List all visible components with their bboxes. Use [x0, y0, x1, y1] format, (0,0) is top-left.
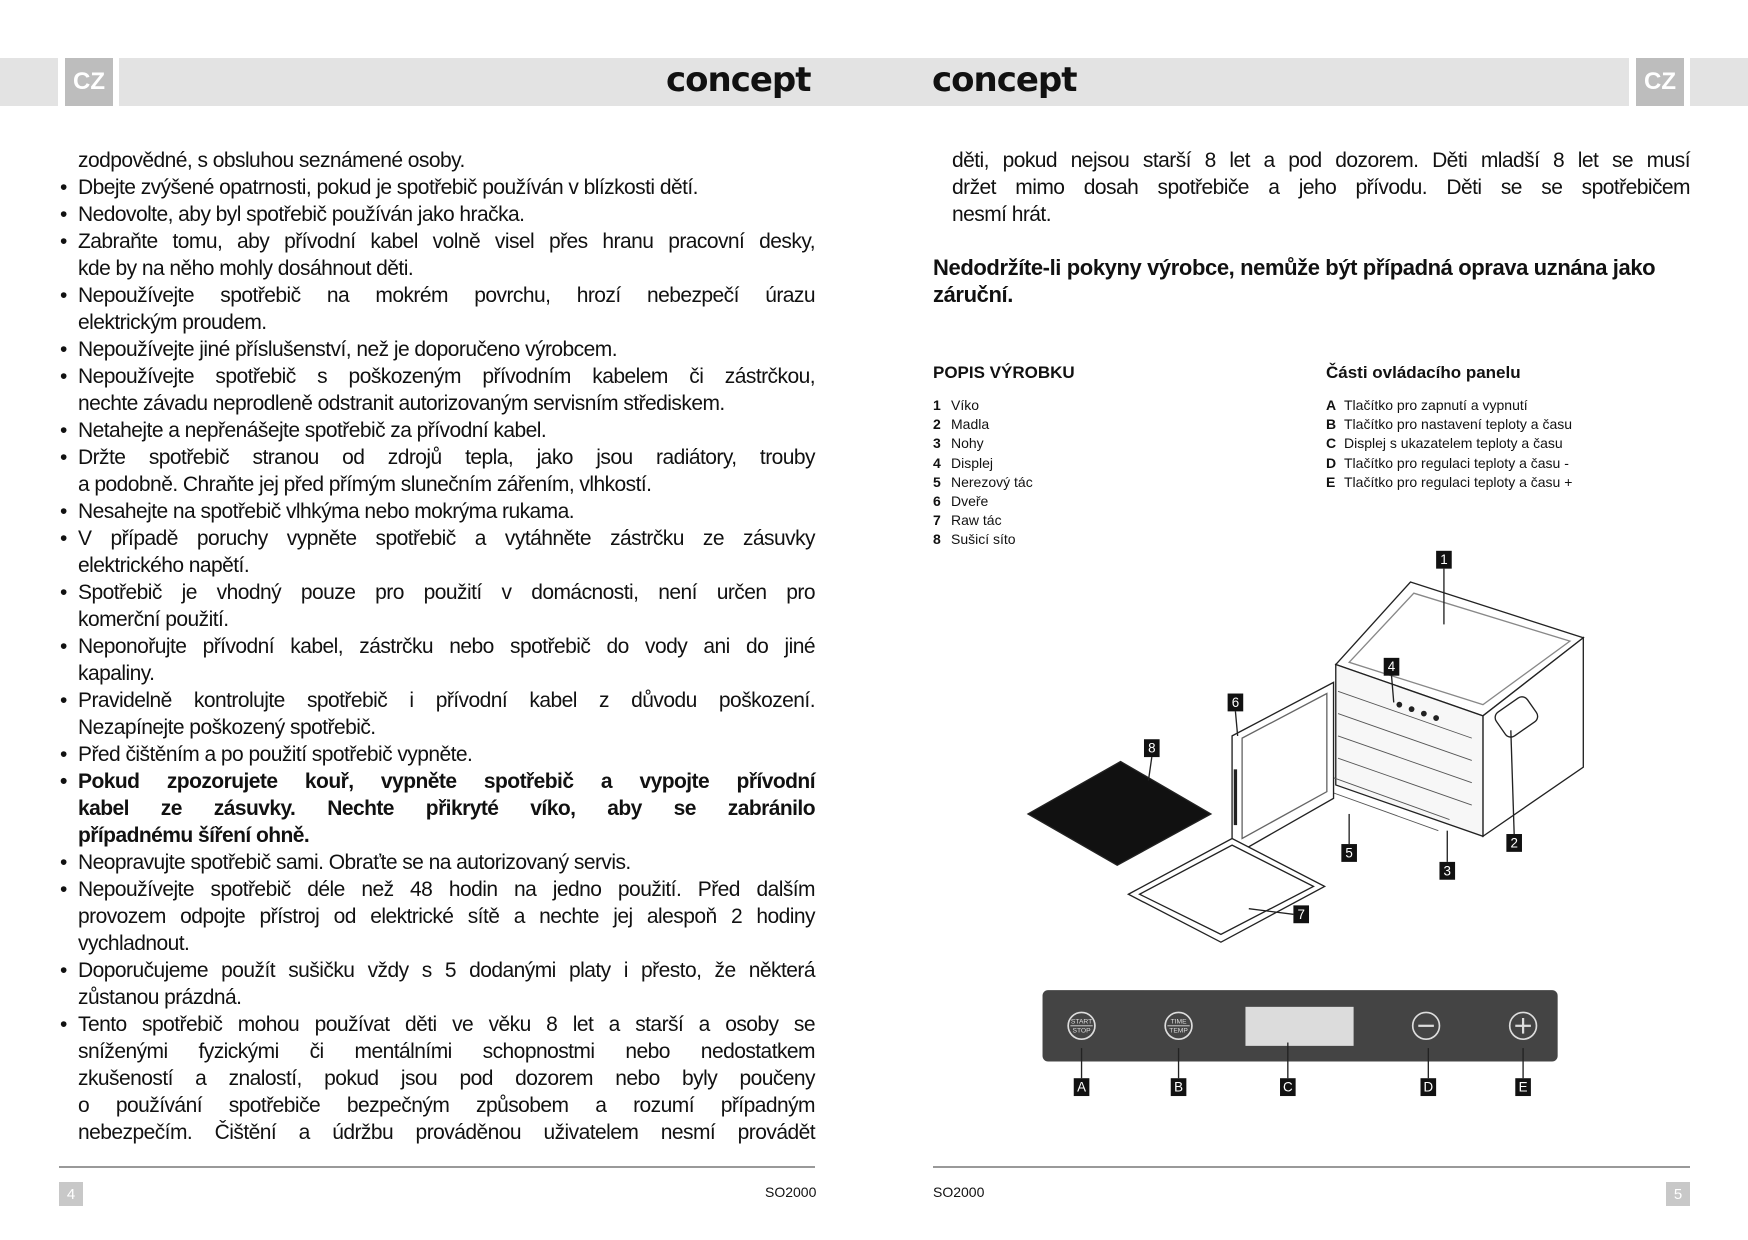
- bullet-icon: •: [60, 1013, 67, 1036]
- bullet-icon: •: [60, 635, 67, 658]
- instruction-line: zůstanou prázdná.: [78, 986, 242, 1009]
- bullet-icon: •: [60, 743, 67, 766]
- bullet-icon: •: [60, 419, 67, 442]
- callout-label: 1: [1440, 552, 1448, 568]
- bullet-icon: •: [60, 203, 67, 226]
- instruction-line: Držte spotřebič stranou od zdrojů tepla, jako jsou radiátory, trouby: [78, 446, 815, 469]
- instruction-line: zkušeností a znalostí, pokud jsou pod dozorem nebo byly poučeny: [78, 1067, 815, 1090]
- part-label: Nerezový tác: [951, 473, 1033, 490]
- instruction-line: Spotřebič je vhodný pouze pro použití v domácnosti, není určen pro: [78, 581, 815, 604]
- bullet-icon: •: [60, 581, 67, 604]
- instruction-line: Nepoužívejte spotřebič déle než 48 hodin na jedno použití. Před dalším: [78, 878, 815, 901]
- instruction-line: komerční použití.: [78, 608, 229, 631]
- part-label: Displej: [951, 454, 994, 471]
- instruction-line: případnému šíření ohně.: [78, 824, 310, 847]
- part-key: B: [1326, 416, 1337, 433]
- bullet-icon: •: [60, 230, 67, 253]
- instruction-line: Doporučujeme použít sušičku vždy s 5 dodanými platy i přesto, že některá: [78, 959, 815, 982]
- instruction-line: sníženými fyzickými či mentálními schopnostmi nebo nedostatkem: [78, 1040, 815, 1063]
- time-label: TIME: [1170, 1018, 1187, 1026]
- instruction-line: elektrickým proudem.: [78, 311, 267, 334]
- bullet-icon: •: [60, 959, 67, 982]
- instruction-line: nebezpečím. Čištění a údržbu prováděnou uživatelem nesmí provádět: [78, 1121, 815, 1144]
- bullet-icon: •: [60, 878, 67, 901]
- instruction-line: Před čištěním a po použití spotřebič vypněte.: [78, 743, 473, 766]
- part-label: Tlačítko pro regulaci teploty a času -: [1344, 454, 1569, 471]
- callout-label: D: [1423, 1079, 1434, 1095]
- bullet-icon: •: [60, 365, 67, 388]
- callout-label: 8: [1148, 740, 1156, 756]
- start-label: START: [1070, 1018, 1093, 1026]
- instruction-line: Dbejte zvýšené opatrnosti, pokud je spotřebič používán v blízkosti dětí.: [78, 176, 698, 199]
- instruction-line: zodpovědné, s obsluhou seznámené osoby.: [78, 149, 465, 172]
- callout-label: 4: [1387, 659, 1396, 675]
- page-number-left: 4: [59, 1182, 83, 1206]
- drying-mesh-illustration: [1028, 762, 1211, 866]
- bullet-icon: •: [60, 500, 67, 523]
- brand-logo-left: concept: [666, 60, 811, 100]
- part-key: A: [1326, 397, 1337, 413]
- brand-logo-right: concept: [932, 60, 1077, 100]
- model-number-left: SO2000: [765, 1184, 817, 1200]
- instruction-line: Zabraňte tomu, aby přívodní kabel volně visel přes hranu pracovní desky,: [78, 230, 815, 253]
- part-key: 2: [933, 416, 941, 433]
- intro-line: nesmí hrát.: [952, 203, 1051, 226]
- raw-tray-illustration: [1128, 838, 1324, 942]
- instruction-line: nechte závadu neprodleně odstranit autorizovaným servisním střediskem.: [78, 392, 725, 415]
- callout-label: 2: [1510, 835, 1518, 851]
- part-key: 7: [933, 512, 941, 529]
- part-label: Tlačítko pro regulaci teploty a času +: [1344, 473, 1573, 490]
- instruction-line: vychladnout.: [78, 932, 190, 955]
- page-number-right: 5: [1666, 1182, 1690, 1206]
- dryer-body-illustration: [1232, 582, 1583, 856]
- instruction-line: Netahejte a nepřenášejte spotřebič za přívodní kabel.: [78, 419, 547, 442]
- stop-label: STOP: [1072, 1027, 1091, 1035]
- bullet-icon: •: [60, 689, 67, 712]
- footer-rule-right: [933, 1166, 1690, 1168]
- bullet-icon: •: [60, 527, 67, 550]
- control-panel-illustration: [1043, 990, 1558, 1078]
- panel-display: [1245, 1007, 1353, 1046]
- instruction-line: Pokud zpozorujete kouř, vypněte spotřebič a vypojte přívodní: [78, 770, 815, 793]
- instruction-line: provozem odpojte přístroj od elektrické sítě a nechte jej alespoň 2 hodiny: [78, 905, 815, 928]
- intro-line: držet mimo dosah spotřebiče a jeho přívodu. Děti se se spotřebičem: [952, 176, 1690, 199]
- instruction-line: kabel ze zásuvky. Nechte přikryté víko, aby se zabránilo: [78, 797, 815, 820]
- bullet-icon: •: [60, 338, 67, 361]
- instruction-line: kapaliny.: [78, 662, 155, 685]
- part-label: Tlačítko pro zapnutí a vypnutí: [1344, 397, 1528, 413]
- callout-label: E: [1518, 1079, 1528, 1095]
- part-key: E: [1326, 473, 1336, 490]
- bullet-icon: •: [60, 770, 67, 793]
- part-key: 3: [933, 435, 941, 452]
- intro-line: děti, pokud nejsou starší 8 let a pod dozorem. Děti mladší 8 let se musí: [952, 149, 1690, 172]
- part-label: Nohy: [951, 435, 984, 452]
- footer-rule-left: [59, 1166, 815, 1168]
- instruction-line: a podobně. Chraňte jej před přímým slunečním zářením, vlhkostí.: [78, 473, 652, 496]
- instruction-line: Neopravujte spotřebič sami. Obraťte se na autorizovaný servis.: [78, 851, 631, 874]
- instruction-line: o používání spotřebiče bezpečným způsobem a rozumí případným: [78, 1094, 815, 1117]
- callout-label: 5: [1345, 845, 1353, 861]
- callout-label: 7: [1297, 906, 1305, 922]
- instruction-line: Tento spotřebič mohou používat děti ve věku 8 let a starší a osoby se: [78, 1013, 815, 1036]
- callout-label: 3: [1443, 863, 1451, 879]
- model-number-right: SO2000: [933, 1184, 985, 1200]
- part-label: Sušicí síto: [951, 531, 1016, 548]
- instruction-line: V případě poruchy vypněte spotřebič a vytáhněte zástrčku ze zásuvky: [78, 527, 815, 550]
- part-label: Dveře: [951, 493, 989, 510]
- part-label: Madla: [951, 416, 990, 433]
- part-key: D: [1326, 454, 1337, 471]
- instruction-line: Nepoužívejte spotřebič s poškozeným přívodním kabelem či zástrčkou,: [78, 365, 815, 388]
- instruction-line: kde by na něho mohly dosáhnout děti.: [78, 257, 414, 280]
- part-key: 1: [933, 397, 941, 413]
- instruction-line: elektrického napětí.: [78, 554, 250, 577]
- language-badge-left: CZ: [65, 58, 113, 106]
- part-key: 8: [933, 531, 941, 548]
- part-key: 5: [933, 473, 941, 490]
- language-badge-right: CZ: [1636, 58, 1684, 106]
- warranty-warning: Nedodržíte-li pokyny výrobce, nemůže být případná oprava uznána jako záruční.: [933, 255, 1656, 307]
- temp-label: TEMP: [1169, 1027, 1188, 1035]
- part-key: 6: [933, 493, 941, 510]
- callout-label: B: [1174, 1079, 1184, 1095]
- part-label: Tlačítko pro nastavení teploty a času: [1344, 416, 1573, 433]
- parts-title: POPIS VÝROBKU: [933, 363, 1075, 382]
- instruction-line: Nesahejte na spotřebič vlhkýma nebo mokrýma rukama.: [78, 500, 575, 523]
- part-label: Raw tác: [951, 512, 1002, 529]
- bullet-icon: •: [60, 851, 67, 874]
- part-label: Displej s ukazatelem teploty a času: [1344, 435, 1563, 452]
- part-key: 4: [933, 454, 941, 471]
- callout-label: A: [1077, 1079, 1087, 1095]
- part-key: C: [1326, 435, 1337, 452]
- instruction-line: Nedovolte, aby byl spotřebič používán jako hračka.: [78, 203, 525, 226]
- bullet-icon: •: [60, 176, 67, 199]
- instruction-line: Nepoužívejte jiné příslušenství, než je doporučeno výrobcem.: [78, 338, 617, 361]
- bullet-icon: •: [60, 284, 67, 307]
- instruction-line: Pravidelně kontrolujte spotřebič i přívodní kabel z důvodu poškození.: [78, 689, 815, 712]
- part-label: Víko: [951, 397, 980, 413]
- instruction-line: Neponořujte přívodní kabel, zástrčku nebo spotřebič do vody ani do jiné: [78, 635, 815, 658]
- instruction-line: Nepoužívejte spotřebič na mokrém povrchu, hrozí nebezpečí úrazu: [78, 284, 815, 307]
- instruction-line: Nezapínejte poškozený spotřebič.: [78, 716, 376, 739]
- bullet-icon: •: [60, 446, 67, 469]
- callout-label: C: [1282, 1079, 1293, 1095]
- callout-label: 6: [1231, 694, 1240, 710]
- panel-parts-title: Části ovládacího panelu: [1326, 363, 1521, 382]
